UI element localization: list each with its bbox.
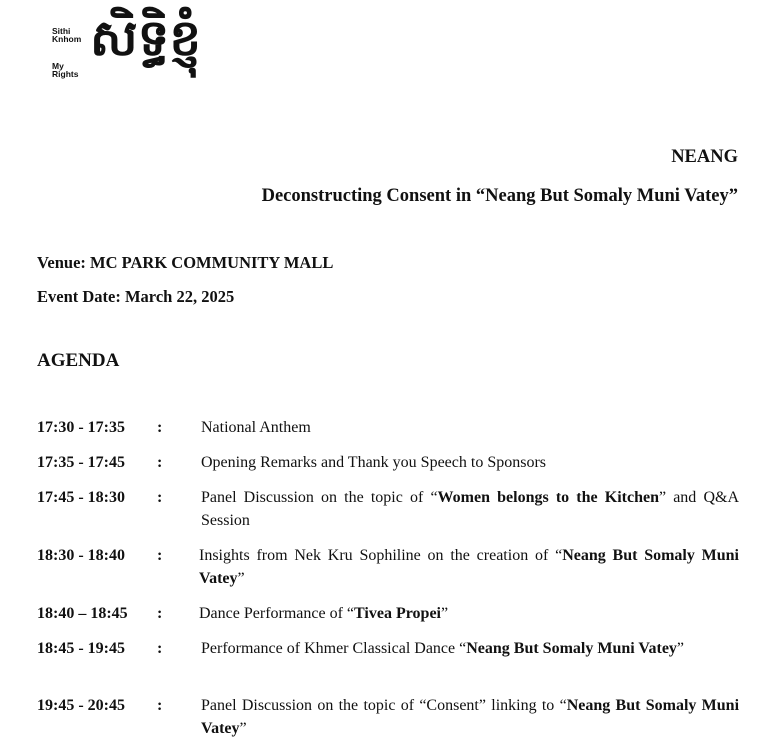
agenda-description: Insights from Nek Kru Sophiline on the creation of “Neang But Somaly Muni Vatey” — [199, 547, 739, 587]
agenda-description: National Anthem — [201, 419, 311, 436]
logo-text-bottom — [52, 62, 78, 78]
agenda-separator: : — [157, 489, 163, 506]
agenda-description: Opening Remarks and Thank you Speech to Sponsors — [201, 454, 546, 471]
agenda-time: 17:45 - 18:30 — [37, 489, 125, 506]
agenda-time: 18:45 - 19:45 — [37, 640, 125, 657]
logo-text-top — [52, 27, 81, 43]
event-name: NEANG — [671, 147, 738, 167]
agenda-separator: : — [157, 454, 163, 471]
logo-khmer-mark: សិទ្ធិខ្ញុំ — [90, 9, 202, 67]
agenda-separator: : — [157, 605, 163, 622]
agenda-description: Panel Discussion on the topic of “Consent” linking to “Neang But Somaly Muni Vatey” — [201, 697, 740, 737]
logo-word-sithi: Sithi — [52, 26, 71, 36]
agenda-description: Panel Discussion on the topic of “Women belongs to the Kitchen” and Q&A Session — [201, 489, 739, 529]
venue-line: Venue: MC PARK COMMUNITY MALL — [37, 253, 334, 272]
logo — [52, 8, 222, 118]
logo-word-knhom: Knhom — [52, 34, 82, 44]
agenda-time: 18:40 – 18:45 — [37, 605, 128, 622]
agenda-time: 17:30 - 17:35 — [37, 419, 125, 436]
agenda-separator: : — [157, 419, 163, 436]
agenda-heading: AGENDA — [37, 350, 120, 371]
agenda-separator: : — [157, 697, 163, 714]
event-date-line: Event Date: March 22, 2025 — [37, 287, 235, 306]
agenda-time: 19:45 - 20:45 — [37, 697, 125, 714]
event-subtitle: Deconstructing Consent in “Neang But Somaly Muni Vatey” — [261, 186, 738, 206]
agenda-description: Dance Performance of “Tivea Propei” — [199, 605, 449, 622]
agenda-time: 17:35 - 17:45 — [37, 454, 125, 471]
agenda-separator: : — [157, 640, 163, 657]
logo-word-rights: Rights — [52, 69, 79, 79]
agenda-separator: : — [157, 547, 163, 564]
agenda-description: Performance of Khmer Classical Dance “Neang But Somaly Muni Vatey” — [201, 640, 685, 657]
agenda-time: 18:30 - 18:40 — [37, 547, 125, 564]
logo-word-my: My — [52, 61, 64, 71]
